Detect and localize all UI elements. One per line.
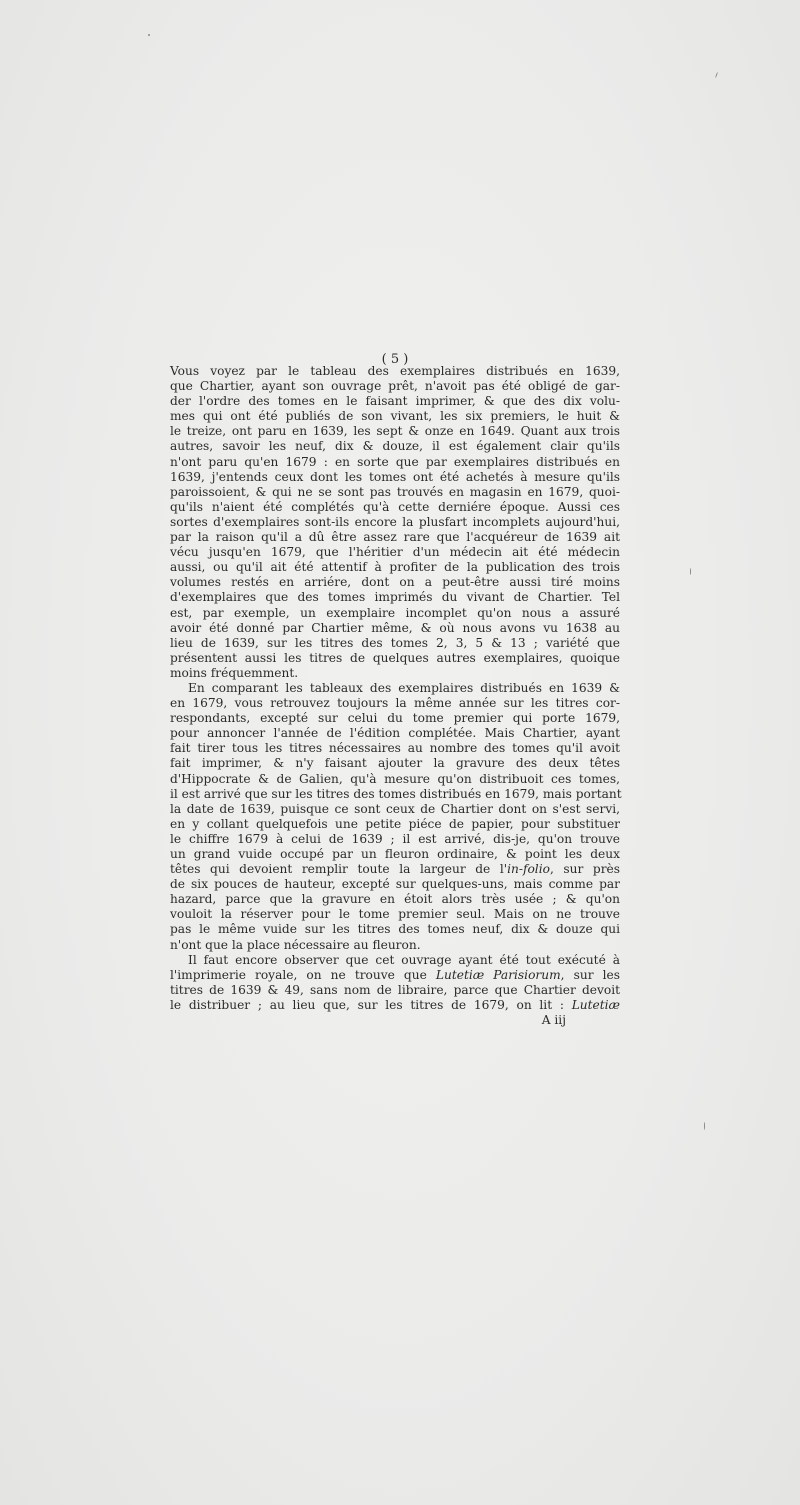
- text-line: la date de 1639, puisque ce sont ceux de Chartier dont on s'est servi,: [170, 801, 620, 816]
- text-line: hazard, parce que la gravure en étoit alors très usée ; & qu'on: [170, 892, 620, 907]
- page-number: ( 5 ): [381, 352, 409, 367]
- text-line: est, par exemple, un exemplaire incomplet qu'on nous a assuré: [170, 605, 620, 620]
- paper-speck: [704, 1122, 705, 1130]
- text-line: der l'ordre des tomes en le faisant imprimer, & que des dix volu-: [170, 394, 620, 409]
- document-text: [170, 352, 620, 1028]
- text-line: l'imprimerie royale, on ne trouve que Lutetiæ Parisiorum, sur les: [170, 967, 621, 982]
- text-line: par la raison qu'il a dû être assez rare que l'acquéreur de 1639 ait: [170, 530, 620, 545]
- text-line: sortes d'exemplaires sont-ils encore la plusfart incomplets aujourd'hui,: [170, 514, 620, 529]
- text-line: d'Hippocrate & de Galien, qu'à mesure qu'on distribuoit ces tomes,: [170, 771, 620, 786]
- text-line: titres de 1639 & 49, sans nom de libraire, parce que Chartier devoit: [170, 982, 620, 997]
- text-line: le treize, ont paru en 1639, les sept & onze en 1649. Quant aux trois: [170, 424, 620, 439]
- text-line: autres, savoir les neuf, dix & douze, il est également clair qu'ils: [170, 439, 620, 454]
- text-line: le chiffre 1679 à celui de 1639 ; il est arrivé, dis-je, qu'on trouve: [170, 831, 620, 846]
- text-line: fait tirer tous les titres nécessaires au nombre des tomes qu'il avoit: [170, 741, 620, 756]
- text-line: en y collant quelquefois une petite piéce de papier, pour substituer: [170, 816, 620, 831]
- text-line: Il faut encore observer que cet ouvrage ayant été tout exécuté à: [188, 952, 620, 967]
- text-line: il est arrivé que sur les titres des tomes distribués en 1679, mais portant: [170, 786, 622, 801]
- text-line: présentent aussi les titres de quelques autres exemplaires, quoique: [170, 650, 620, 665]
- text-line: têtes qui devoient remplir toute la largeur de l'in-folio, sur près: [170, 862, 620, 877]
- text-line: d'exemplaires que des tomes imprimés du vivant de Chartier. Tel: [170, 590, 620, 605]
- text-line: en 1679, vous retrouvez toujours la même année sur les titres cor-: [170, 696, 620, 711]
- text-line: que Chartier, ayant son ouvrage prêt, n'avoit pas été obligé de gar-: [170, 379, 620, 394]
- text-line: aussi, ou qu'il ait été attentif à profiter de la publication des trois: [170, 560, 620, 575]
- text-line: n'ont que la place nécessaire au fleuron.: [170, 937, 421, 952]
- text-line: Vous voyez par le tableau des exemplaires distribués en 1639,: [170, 364, 620, 378]
- text-line: avoir été donné par Chartier même, & où nous avons vu 1638 au: [170, 620, 620, 635]
- text-line: n'ont paru qu'en 1679 : en sorte que par exemplaires distribués en: [170, 454, 620, 469]
- text-line: un grand vuide occupé par un fleuron ordinaire, & point les deux: [170, 847, 620, 861]
- text-line: de six pouces de hauteur, excepté sur quelques-uns, mais comme par: [170, 877, 620, 892]
- text-line: 1639, j'entends ceux dont les tomes ont été achetés à mesure qu'ils: [170, 469, 620, 484]
- signature-mark: A iij: [541, 1013, 566, 1028]
- paper-speck: [690, 568, 691, 575]
- text-line: mes qui ont été publiés de son vivant, les six premiers, le huit &: [170, 409, 620, 424]
- text-line: qu'ils n'aient été complétés qu'à cette derniére époque. Aussi ces: [170, 499, 620, 514]
- text-line: lieu de 1639, sur les titres des tomes 2, 3, 5 & 13 ; variété que: [170, 635, 620, 650]
- text-line: paroissoient, & qui ne se sont pas trouvés en magasin en 1679, quoi-: [170, 484, 620, 499]
- text-line: vécu jusqu'en 1679, que l'héritier d'un médecin ait été médecin: [170, 545, 620, 560]
- text-line: vouloit la réserver pour le tome premier seul. Mais on ne trouve: [170, 907, 620, 922]
- paragraph-2: [170, 681, 620, 953]
- text-line: volumes restés en arriére, dont on a peut-être aussi tiré moins: [170, 575, 620, 590]
- text-line: fait imprimer, & n'y faisant ajouter la gravure des deux têtes: [170, 756, 620, 771]
- text-line: En comparant les tableaux des exemplaires distribués en 1639 &: [188, 680, 620, 695]
- paper-speck: [715, 72, 718, 78]
- text-line: pas le même vuide sur les titres des tomes neuf, dix & douze qui: [170, 922, 620, 937]
- text-line: respondants, excepté sur celui du tome premier qui porte 1679,: [170, 711, 620, 726]
- paper-speck: [148, 34, 150, 36]
- text-line: pour annoncer l'année de l'édition complétée. Mais Chartier, ayant: [170, 726, 620, 741]
- text-line: moins fréquemment.: [170, 665, 299, 680]
- paragraph-1: [170, 364, 620, 681]
- text-line: le distribuer ; au lieu que, sur les titres de 1679, on lit : Lutetiæ: [170, 997, 620, 1012]
- paragraph-3: [170, 953, 620, 1013]
